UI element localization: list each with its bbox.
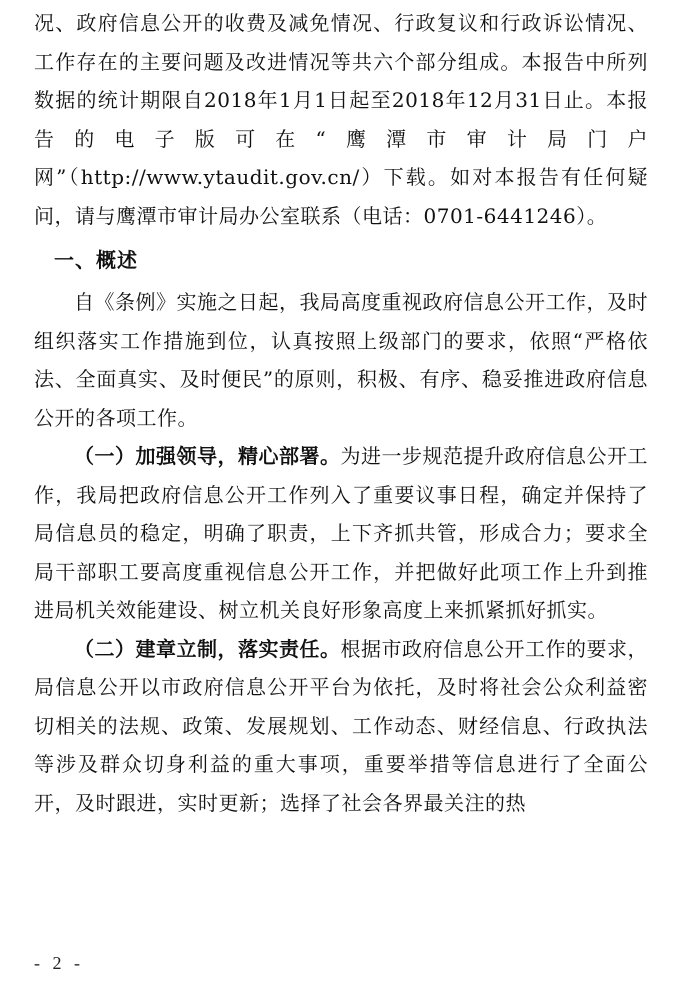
item2-paragraph	[34, 630, 648, 823]
section-heading-overview: 一、概述	[54, 248, 138, 272]
item2-heading: （二）建章立制，落实责任。	[74, 636, 341, 661]
page-number: - 2 -	[34, 953, 84, 973]
item1-heading: （一）加强领导，精心部署。	[74, 444, 341, 468]
continued-paragraph: 况、政府信息公开的收费及减免情况、行政复议和行政诉讼情况、工作存在的主要问题及改进情况等共六个部分组成。本报告中所列数据的统计期限自2018年1月1日起至2018年12月31日止。本报告的电子版可在“鹰潭市审计局门户网”（http://www.ytaudit.gov.cn/）下载。如对本报告有任何疑问，请与鹰潭市审计局办公室联系（电话：0701-6441246）。	[34, 11, 648, 228]
overview-paragraph: 自《条例》实施之日起，我局高度重视政府信息公开工作，及时组织落实工作措施到位，认真按照上级部门的要求，依照“严格依法、全面真实、及时便民”的原则，积极、有序、稳妥推进政府信息公开的各项工作。	[34, 290, 648, 430]
item2-body: 根据市政府信息公开工作的要求，局信息公开以市政府信息公开平台为依托，及时将社会公众利益密切相关的法规、政策、发展规划、工作动态、财经信息、行政执法等涉及群众切身利益的重大事项，重要举措等信息进行了全面公开，及时跟进，实时更新；选择了社会各界最关注的热	[34, 636, 648, 815]
item1-paragraph	[34, 437, 648, 630]
item1-body: 为进一步规范提升政府信息公开工作，我局把政府信息公开工作列入了重要议事日程，确定并保持了局信息员的稳定，明确了职责，上下齐抓共管，形成合力；要求全局干部职工要高度重视信息公开工作，并把做好此项工作上升到推进局机关效能建设、树立机关良好形象高度上来抓紧抓好抓实。	[34, 444, 648, 622]
